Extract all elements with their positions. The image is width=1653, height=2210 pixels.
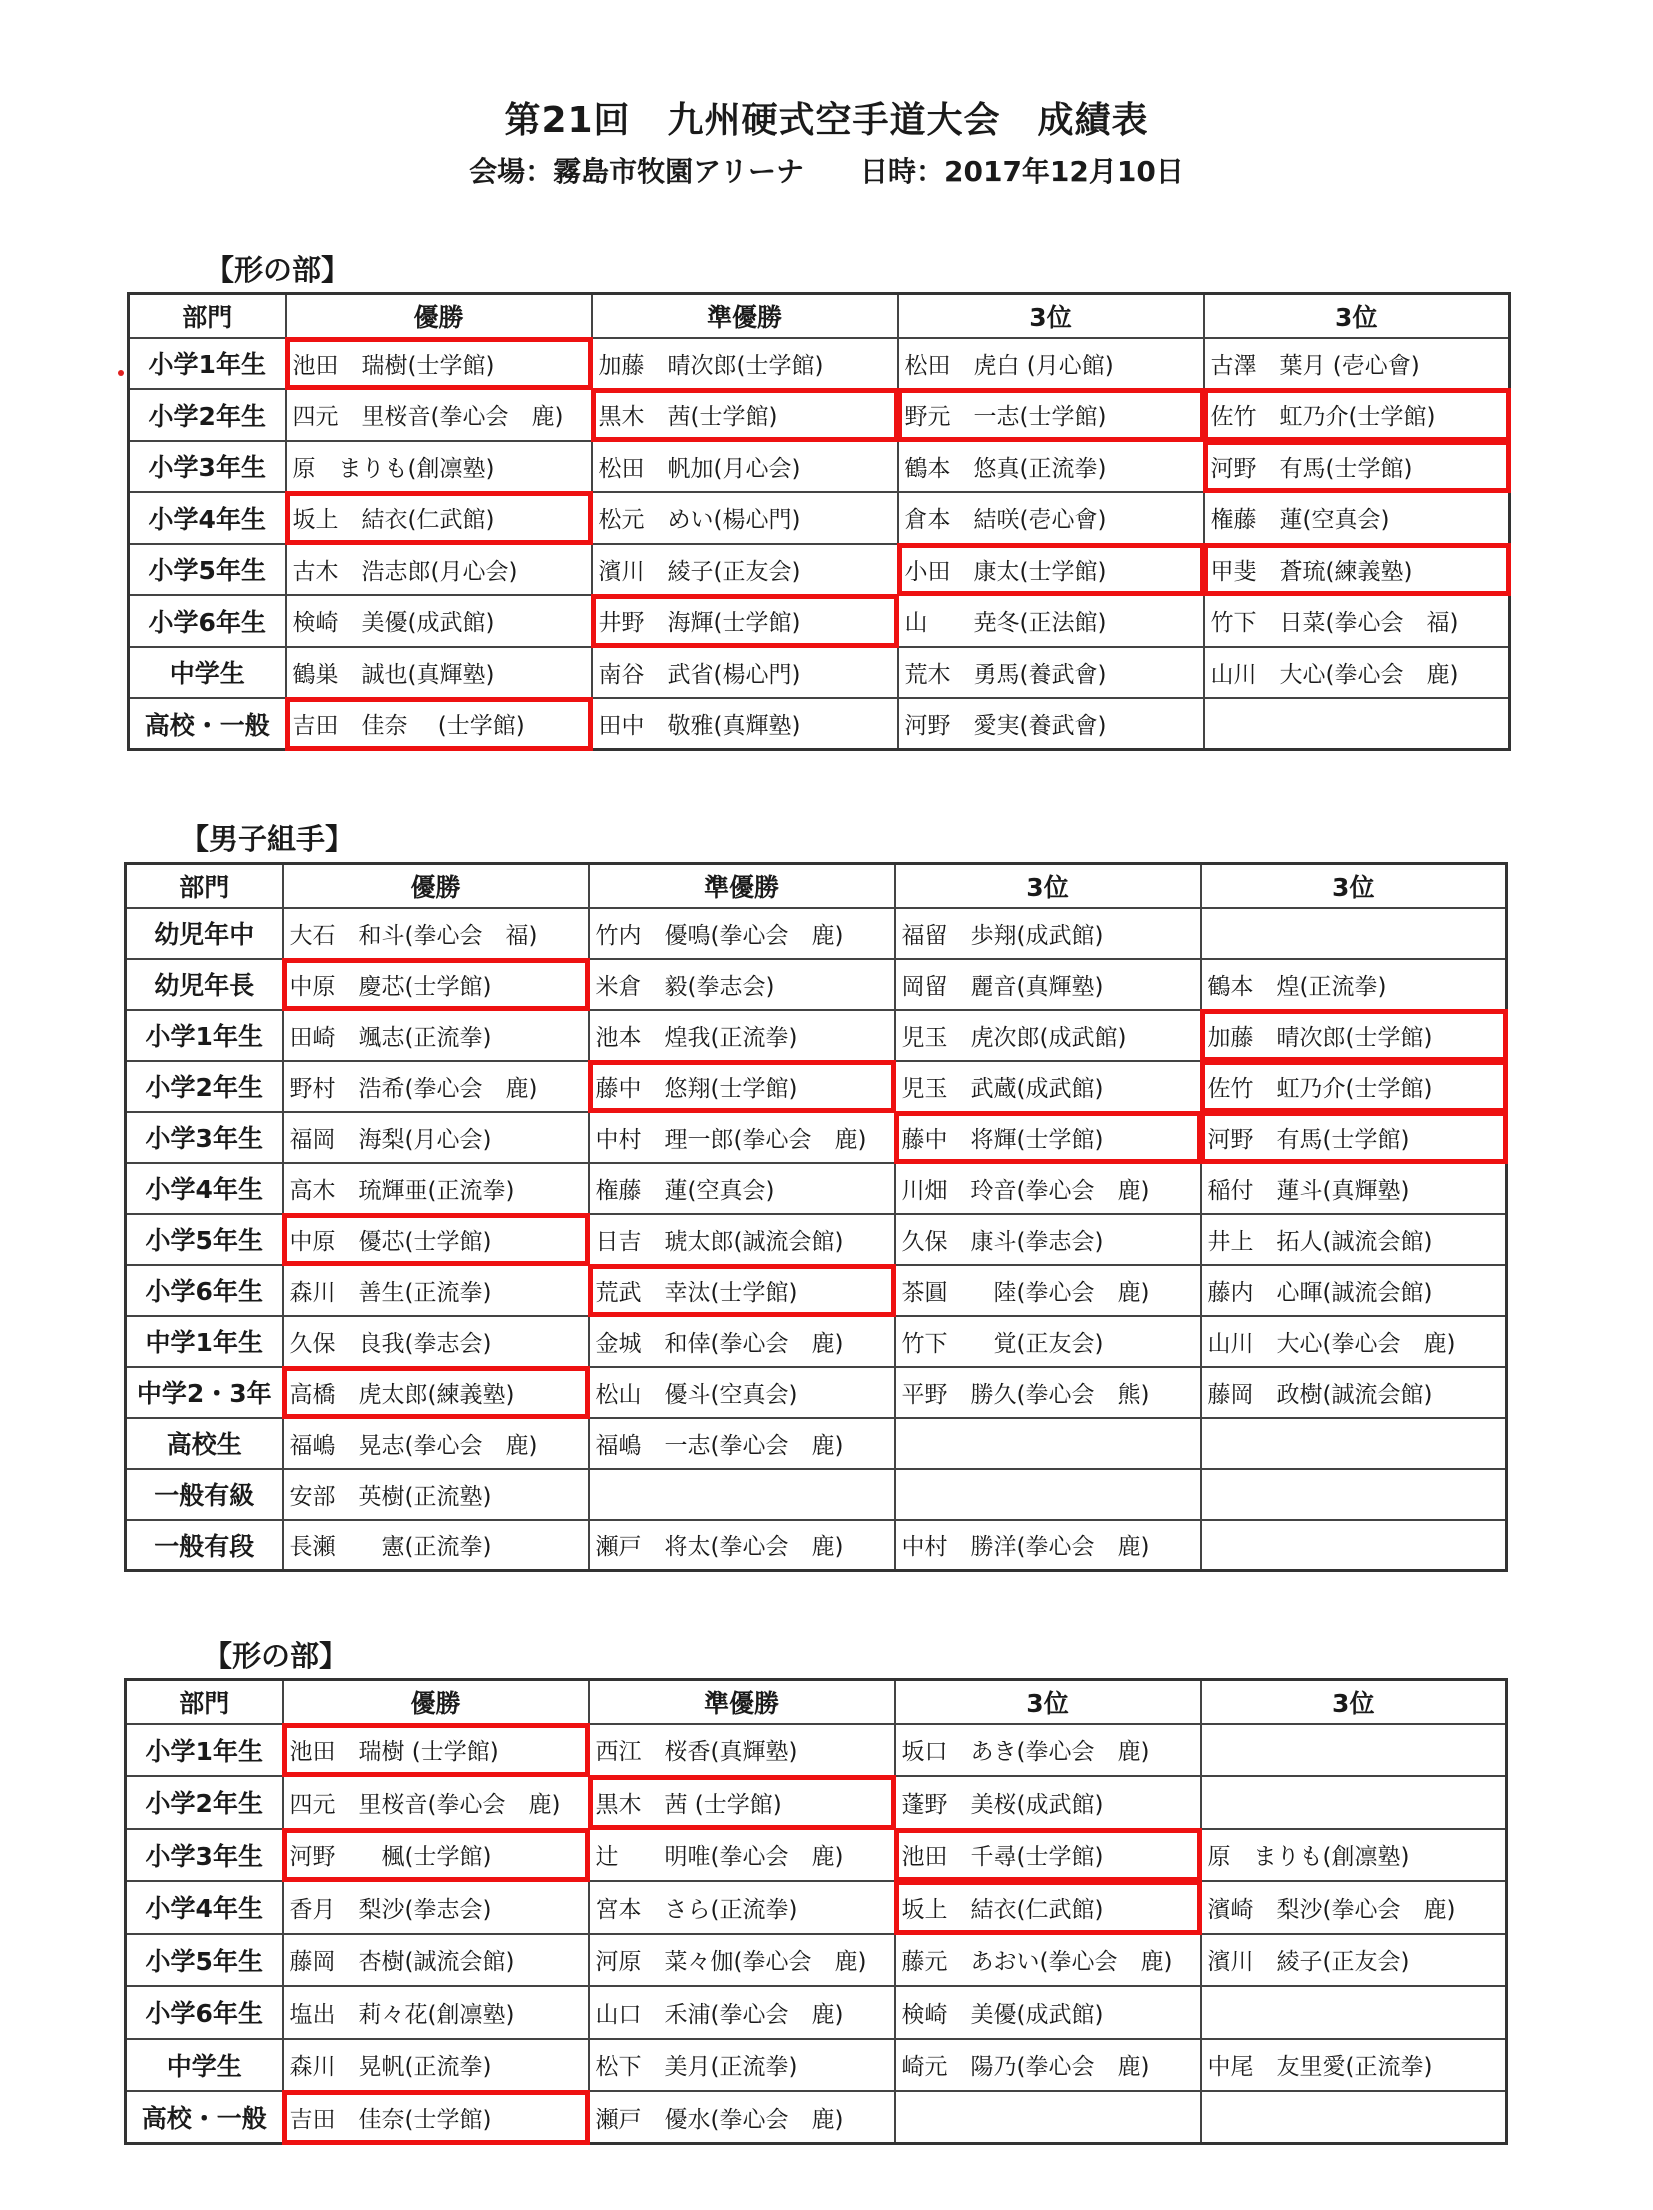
division-cell: 幼児年中 bbox=[126, 908, 283, 959]
column-header: 優勝 bbox=[283, 864, 589, 908]
result-cell: 大石 和斗(拳心会 福) bbox=[283, 908, 589, 959]
result-cell: 塩出 莉々花(創凛塾) bbox=[283, 1986, 589, 2039]
division-cell: 高校・一般 bbox=[126, 2091, 283, 2144]
division-cell: 小学4年生 bbox=[126, 1163, 283, 1214]
result-cell: 安部 英樹(正流塾) bbox=[283, 1469, 589, 1520]
division-cell: 小学2年生 bbox=[126, 1061, 283, 1112]
result-cell: 吉田 佳奈 (士学館) bbox=[286, 698, 592, 750]
result-cell: 河野 楓(士学館) bbox=[283, 1829, 589, 1882]
result-cell: 山川 大心(拳心会 鹿) bbox=[1201, 1316, 1507, 1367]
result-cell: 金城 和倖(拳心会 鹿) bbox=[589, 1316, 895, 1367]
result-cell bbox=[1201, 2091, 1507, 2144]
result-cell: 野村 浩希(拳心会 鹿) bbox=[283, 1061, 589, 1112]
result-cell: 佐竹 虹乃介(士学館) bbox=[1201, 1061, 1507, 1112]
division-cell: 中学2・3年 bbox=[126, 1367, 283, 1418]
result-cell: 田中 敬雅(真輝塾) bbox=[592, 698, 898, 750]
result-cell bbox=[1201, 908, 1507, 959]
column-header: 3位 bbox=[1204, 294, 1510, 338]
result-cell: 平野 勝久(拳心会 熊) bbox=[895, 1367, 1201, 1418]
result-cell: 森川 善生(正流拳) bbox=[283, 1265, 589, 1316]
section-heading: 【形の部】 bbox=[205, 253, 351, 287]
result-cell: 中村 理一郎(拳心会 鹿) bbox=[589, 1112, 895, 1163]
result-cell: 加藤 晴次郎(士学館) bbox=[1201, 1010, 1507, 1061]
result-cell: 黒木 茜(士学館) bbox=[592, 389, 898, 441]
result-cell: 山 尭冬(正法館) bbox=[898, 595, 1204, 647]
column-header: 準優勝 bbox=[589, 864, 895, 908]
result-cell: 鶴本 悠真(正流拳) bbox=[898, 441, 1204, 493]
result-cell: 原 まりも(創凛塾) bbox=[286, 441, 592, 493]
result-cell: 中原 優芯(士学館) bbox=[283, 1214, 589, 1265]
table-row bbox=[126, 1469, 1507, 1520]
result-cell: 瀬戸 将太(拳心会 鹿) bbox=[589, 1520, 895, 1571]
result-cell: 加藤 晴次郎(士学館) bbox=[592, 338, 898, 390]
result-cell: 茶圓 陸(拳心会 鹿) bbox=[895, 1265, 1201, 1316]
result-cell: 池田 瑞樹(士学館) bbox=[286, 338, 592, 390]
column-header: 3位 bbox=[898, 294, 1204, 338]
result-cell: 松田 帆加(月心会) bbox=[592, 441, 898, 493]
division-cell: 小学4年生 bbox=[126, 1881, 283, 1934]
division-cell: 高校・一般 bbox=[129, 698, 286, 750]
result-cell: 検崎 美優(成武館) bbox=[286, 595, 592, 647]
table-row bbox=[126, 908, 1507, 959]
result-cell: 宮本 さら(正流拳) bbox=[589, 1881, 895, 1934]
column-header: 準優勝 bbox=[589, 1680, 895, 1724]
division-cell: 小学6年生 bbox=[126, 1265, 283, 1316]
result-cell: 鶴本 煌(正流拳) bbox=[1201, 959, 1507, 1010]
table-row bbox=[129, 647, 1510, 699]
result-cell: 蓬野 美桜(成武館) bbox=[895, 1776, 1201, 1829]
table-row bbox=[129, 492, 1510, 544]
result-cell: 藤中 将輝(士学館) bbox=[895, 1112, 1201, 1163]
result-cell: 中村 勝洋(拳心会 鹿) bbox=[895, 1520, 1201, 1571]
result-cell: 検崎 美優(成武館) bbox=[895, 1986, 1201, 2039]
table-row bbox=[126, 1986, 1507, 2039]
table-row bbox=[126, 1010, 1507, 1061]
result-cell bbox=[1201, 1776, 1507, 1829]
table-row bbox=[126, 1520, 1507, 1571]
result-cell: 佐竹 虹乃介(士学館) bbox=[1204, 389, 1510, 441]
result-cell: 倉本 結咲(壱心會) bbox=[898, 492, 1204, 544]
result-cell: 黒木 茜 (士学館) bbox=[589, 1776, 895, 1829]
column-header: 部門 bbox=[129, 294, 286, 338]
table-row bbox=[126, 1163, 1507, 1214]
result-cell: 松田 虎白 (月心館) bbox=[898, 338, 1204, 390]
division-cell: 中学1年生 bbox=[126, 1316, 283, 1367]
result-cell: 小田 康太(士学館) bbox=[898, 544, 1204, 596]
column-header: 部門 bbox=[126, 1680, 283, 1724]
result-cell: 吉田 佳奈(士学館) bbox=[283, 2091, 589, 2144]
result-cell: 松下 美月(正流拳) bbox=[589, 2039, 895, 2092]
result-cell: 香月 梨沙(拳志会) bbox=[283, 1881, 589, 1934]
division-cell: 小学1年生 bbox=[126, 1724, 283, 1777]
column-header: 3位 bbox=[1201, 864, 1507, 908]
division-cell: 小学1年生 bbox=[129, 338, 286, 390]
result-cell: 南谷 武省(楊心門) bbox=[592, 647, 898, 699]
result-cell: 坂上 結衣(仁武館) bbox=[895, 1881, 1201, 1934]
result-cell: 藤元 あおい(拳心会 鹿) bbox=[895, 1934, 1201, 1987]
table-row bbox=[126, 1265, 1507, 1316]
document-title: 第21回 九州硬式空手道大会 成績表 bbox=[504, 100, 1149, 141]
result-cell: 井野 海輝(士学館) bbox=[592, 595, 898, 647]
result-cell: 河野 愛実(養武會) bbox=[898, 698, 1204, 750]
stray-mark bbox=[118, 370, 124, 376]
result-cell: 高橋 虎太郎(練義塾) bbox=[283, 1367, 589, 1418]
table-row bbox=[129, 441, 1510, 493]
column-header: 3位 bbox=[895, 1680, 1201, 1724]
result-cell: 辻 明唯(拳心会 鹿) bbox=[589, 1829, 895, 1882]
division-cell: 小学5年生 bbox=[126, 1214, 283, 1265]
result-cell: 井上 拓人(誠流会館) bbox=[1201, 1214, 1507, 1265]
result-cell: 竹下 覚(正友会) bbox=[895, 1316, 1201, 1367]
table-row bbox=[126, 1881, 1507, 1934]
result-cell: 福留 歩翔(成武館) bbox=[895, 908, 1201, 959]
result-cell: 河原 菜々伽(拳心会 鹿) bbox=[589, 1934, 895, 1987]
column-header: 優勝 bbox=[286, 294, 592, 338]
result-cell: 福嶋 晃志(拳心会 鹿) bbox=[283, 1418, 589, 1469]
result-cell: 中原 慶芯(士学館) bbox=[283, 959, 589, 1010]
result-cell bbox=[1204, 698, 1510, 750]
result-cell: 川畑 玲音(拳心会 鹿) bbox=[895, 1163, 1201, 1214]
result-cell: 久保 康斗(拳志会) bbox=[895, 1214, 1201, 1265]
division-cell: 一般有級 bbox=[126, 1469, 283, 1520]
division-cell: 小学3年生 bbox=[129, 441, 286, 493]
result-cell: 藤岡 政樹(誠流会館) bbox=[1201, 1367, 1507, 1418]
result-cell: 竹内 優鳴(拳心会 鹿) bbox=[589, 908, 895, 959]
result-cell: 河野 有馬(士学館) bbox=[1204, 441, 1510, 493]
division-cell: 高校生 bbox=[126, 1418, 283, 1469]
section-heading: 【形の部】 bbox=[203, 1639, 349, 1673]
division-cell: 中学生 bbox=[129, 647, 286, 699]
table-row bbox=[126, 1112, 1507, 1163]
result-cell: 山川 大心(拳心会 鹿) bbox=[1204, 647, 1510, 699]
table-row bbox=[126, 1776, 1507, 1829]
result-cell: 藤中 悠翔(士学館) bbox=[589, 1061, 895, 1112]
result-cell: 古澤 葉月 (壱心會) bbox=[1204, 338, 1510, 390]
result-cell: 坂上 結衣(仁武館) bbox=[286, 492, 592, 544]
division-cell: 小学6年生 bbox=[126, 1986, 283, 2039]
result-cell: 荒武 幸汰(士学館) bbox=[589, 1265, 895, 1316]
result-cell: 権藤 蓮(空真会) bbox=[589, 1163, 895, 1214]
table-row bbox=[129, 698, 1510, 750]
table-row bbox=[126, 1829, 1507, 1882]
result-cell: 池田 千尋(士学館) bbox=[895, 1829, 1201, 1882]
division-cell: 小学3年生 bbox=[126, 1829, 283, 1882]
result-cell: 古木 浩志郎(月心会) bbox=[286, 544, 592, 596]
result-cell: 鶴巣 誠也(真輝塾) bbox=[286, 647, 592, 699]
column-header: 3位 bbox=[1201, 1680, 1507, 1724]
table-row bbox=[126, 2039, 1507, 2092]
section-heading: 【男子組手】 bbox=[180, 822, 355, 856]
result-cell: 原 まりも(創凛塾) bbox=[1201, 1829, 1507, 1882]
table-row bbox=[129, 595, 1510, 647]
result-cell bbox=[895, 1469, 1201, 1520]
result-cell bbox=[1201, 1724, 1507, 1777]
division-cell: 小学2年生 bbox=[129, 389, 286, 441]
division-cell: 中学生 bbox=[126, 2039, 283, 2092]
table-row bbox=[126, 1061, 1507, 1112]
division-cell: 小学6年生 bbox=[129, 595, 286, 647]
table-row bbox=[126, 2091, 1507, 2144]
table-row bbox=[126, 1724, 1507, 1777]
result-cell: 児玉 虎次郎(成武館) bbox=[895, 1010, 1201, 1061]
table-header-row bbox=[126, 1680, 1507, 1724]
result-cell: 坂口 あき(拳心会 鹿) bbox=[895, 1724, 1201, 1777]
result-cell: 福岡 海梨(月心会) bbox=[283, 1112, 589, 1163]
table-row bbox=[126, 1214, 1507, 1265]
table-row bbox=[126, 1316, 1507, 1367]
result-cell: 濱川 綾子(正友会) bbox=[1201, 1934, 1507, 1987]
result-cell: 瀬戸 優水(拳心会 鹿) bbox=[589, 2091, 895, 2144]
result-cell: 池田 瑞樹 (士学館) bbox=[283, 1724, 589, 1777]
result-cell bbox=[1201, 1469, 1507, 1520]
result-cell: 竹下 日菜(拳心会 福) bbox=[1204, 595, 1510, 647]
result-cell: 野元 一志(士学館) bbox=[898, 389, 1204, 441]
table-row bbox=[126, 1367, 1507, 1418]
result-cell: 荒木 勇馬(養武會) bbox=[898, 647, 1204, 699]
result-cell: 藤内 心暉(誠流会館) bbox=[1201, 1265, 1507, 1316]
result-cell: 稲付 蓮斗(真輝塾) bbox=[1201, 1163, 1507, 1214]
result-cell: 河野 有馬(士学館) bbox=[1201, 1112, 1507, 1163]
division-cell: 小学1年生 bbox=[126, 1010, 283, 1061]
result-cell: 福嶋 一志(拳心会 鹿) bbox=[589, 1418, 895, 1469]
results-table bbox=[127, 292, 1511, 751]
column-header: 優勝 bbox=[283, 1680, 589, 1724]
result-cell: 池本 煌我(正流拳) bbox=[589, 1010, 895, 1061]
division-cell: 小学3年生 bbox=[126, 1112, 283, 1163]
division-cell: 小学2年生 bbox=[126, 1776, 283, 1829]
result-cell bbox=[1201, 1520, 1507, 1571]
result-cell bbox=[589, 1469, 895, 1520]
result-cell: 米倉 毅(拳志会) bbox=[589, 959, 895, 1010]
table-row bbox=[126, 1418, 1507, 1469]
table-row bbox=[126, 959, 1507, 1010]
result-cell: 西江 桜香(真輝塾) bbox=[589, 1724, 895, 1777]
result-cell: 濱川 綾子(正友会) bbox=[592, 544, 898, 596]
result-cell: 岡留 麗音(真輝塾) bbox=[895, 959, 1201, 1010]
division-cell: 小学5年生 bbox=[129, 544, 286, 596]
result-cell: 長瀬 憲(正流拳) bbox=[283, 1520, 589, 1571]
column-header: 準優勝 bbox=[592, 294, 898, 338]
division-cell: 小学4年生 bbox=[129, 492, 286, 544]
result-cell: 濱崎 梨沙(拳心会 鹿) bbox=[1201, 1881, 1507, 1934]
result-cell: 久保 良我(拳志会) bbox=[283, 1316, 589, 1367]
result-cell: 高木 琉輝亜(正流拳) bbox=[283, 1163, 589, 1214]
result-cell: 崎元 陽乃(拳心会 鹿) bbox=[895, 2039, 1201, 2092]
result-cell: 藤岡 杏樹(誠流会館) bbox=[283, 1934, 589, 1987]
result-cell: 日吉 琥太郎(誠流会館) bbox=[589, 1214, 895, 1265]
result-cell: 田崎 颯志(正流拳) bbox=[283, 1010, 589, 1061]
result-cell bbox=[895, 2091, 1201, 2144]
table-header-row bbox=[129, 294, 1510, 338]
result-cell: 四元 里桜音(拳心会 鹿) bbox=[286, 389, 592, 441]
column-header: 3位 bbox=[895, 864, 1201, 908]
table-row bbox=[129, 389, 1510, 441]
result-cell: 松元 めい(楊心門) bbox=[592, 492, 898, 544]
result-cell bbox=[895, 1418, 1201, 1469]
document-subtitle: 会場：霧島市牧園アリーナ 日時：2017年12月10日 bbox=[469, 155, 1184, 188]
results-table bbox=[124, 1678, 1508, 2145]
result-cell bbox=[1201, 1986, 1507, 2039]
results-table bbox=[124, 862, 1508, 1572]
column-header: 部門 bbox=[126, 864, 283, 908]
table-row bbox=[126, 1934, 1507, 1987]
result-cell: 松山 優斗(空真会) bbox=[589, 1367, 895, 1418]
division-cell: 小学5年生 bbox=[126, 1934, 283, 1987]
result-cell: 権藤 蓮(空真会) bbox=[1204, 492, 1510, 544]
table-row bbox=[129, 338, 1510, 390]
result-cell: 森川 晃帆(正流拳) bbox=[283, 2039, 589, 2092]
result-cell bbox=[1201, 1418, 1507, 1469]
result-cell: 四元 里桜音(拳心会 鹿) bbox=[283, 1776, 589, 1829]
result-cell: 甲斐 蒼琉(練義塾) bbox=[1204, 544, 1510, 596]
result-cell: 中尾 友里愛(正流拳) bbox=[1201, 2039, 1507, 2092]
table-row bbox=[129, 544, 1510, 596]
division-cell: 一般有段 bbox=[126, 1520, 283, 1571]
result-cell: 山口 禾浦(拳心会 鹿) bbox=[589, 1986, 895, 2039]
division-cell: 幼児年長 bbox=[126, 959, 283, 1010]
result-cell: 児玉 武蔵(成武館) bbox=[895, 1061, 1201, 1112]
table-header-row bbox=[126, 864, 1507, 908]
